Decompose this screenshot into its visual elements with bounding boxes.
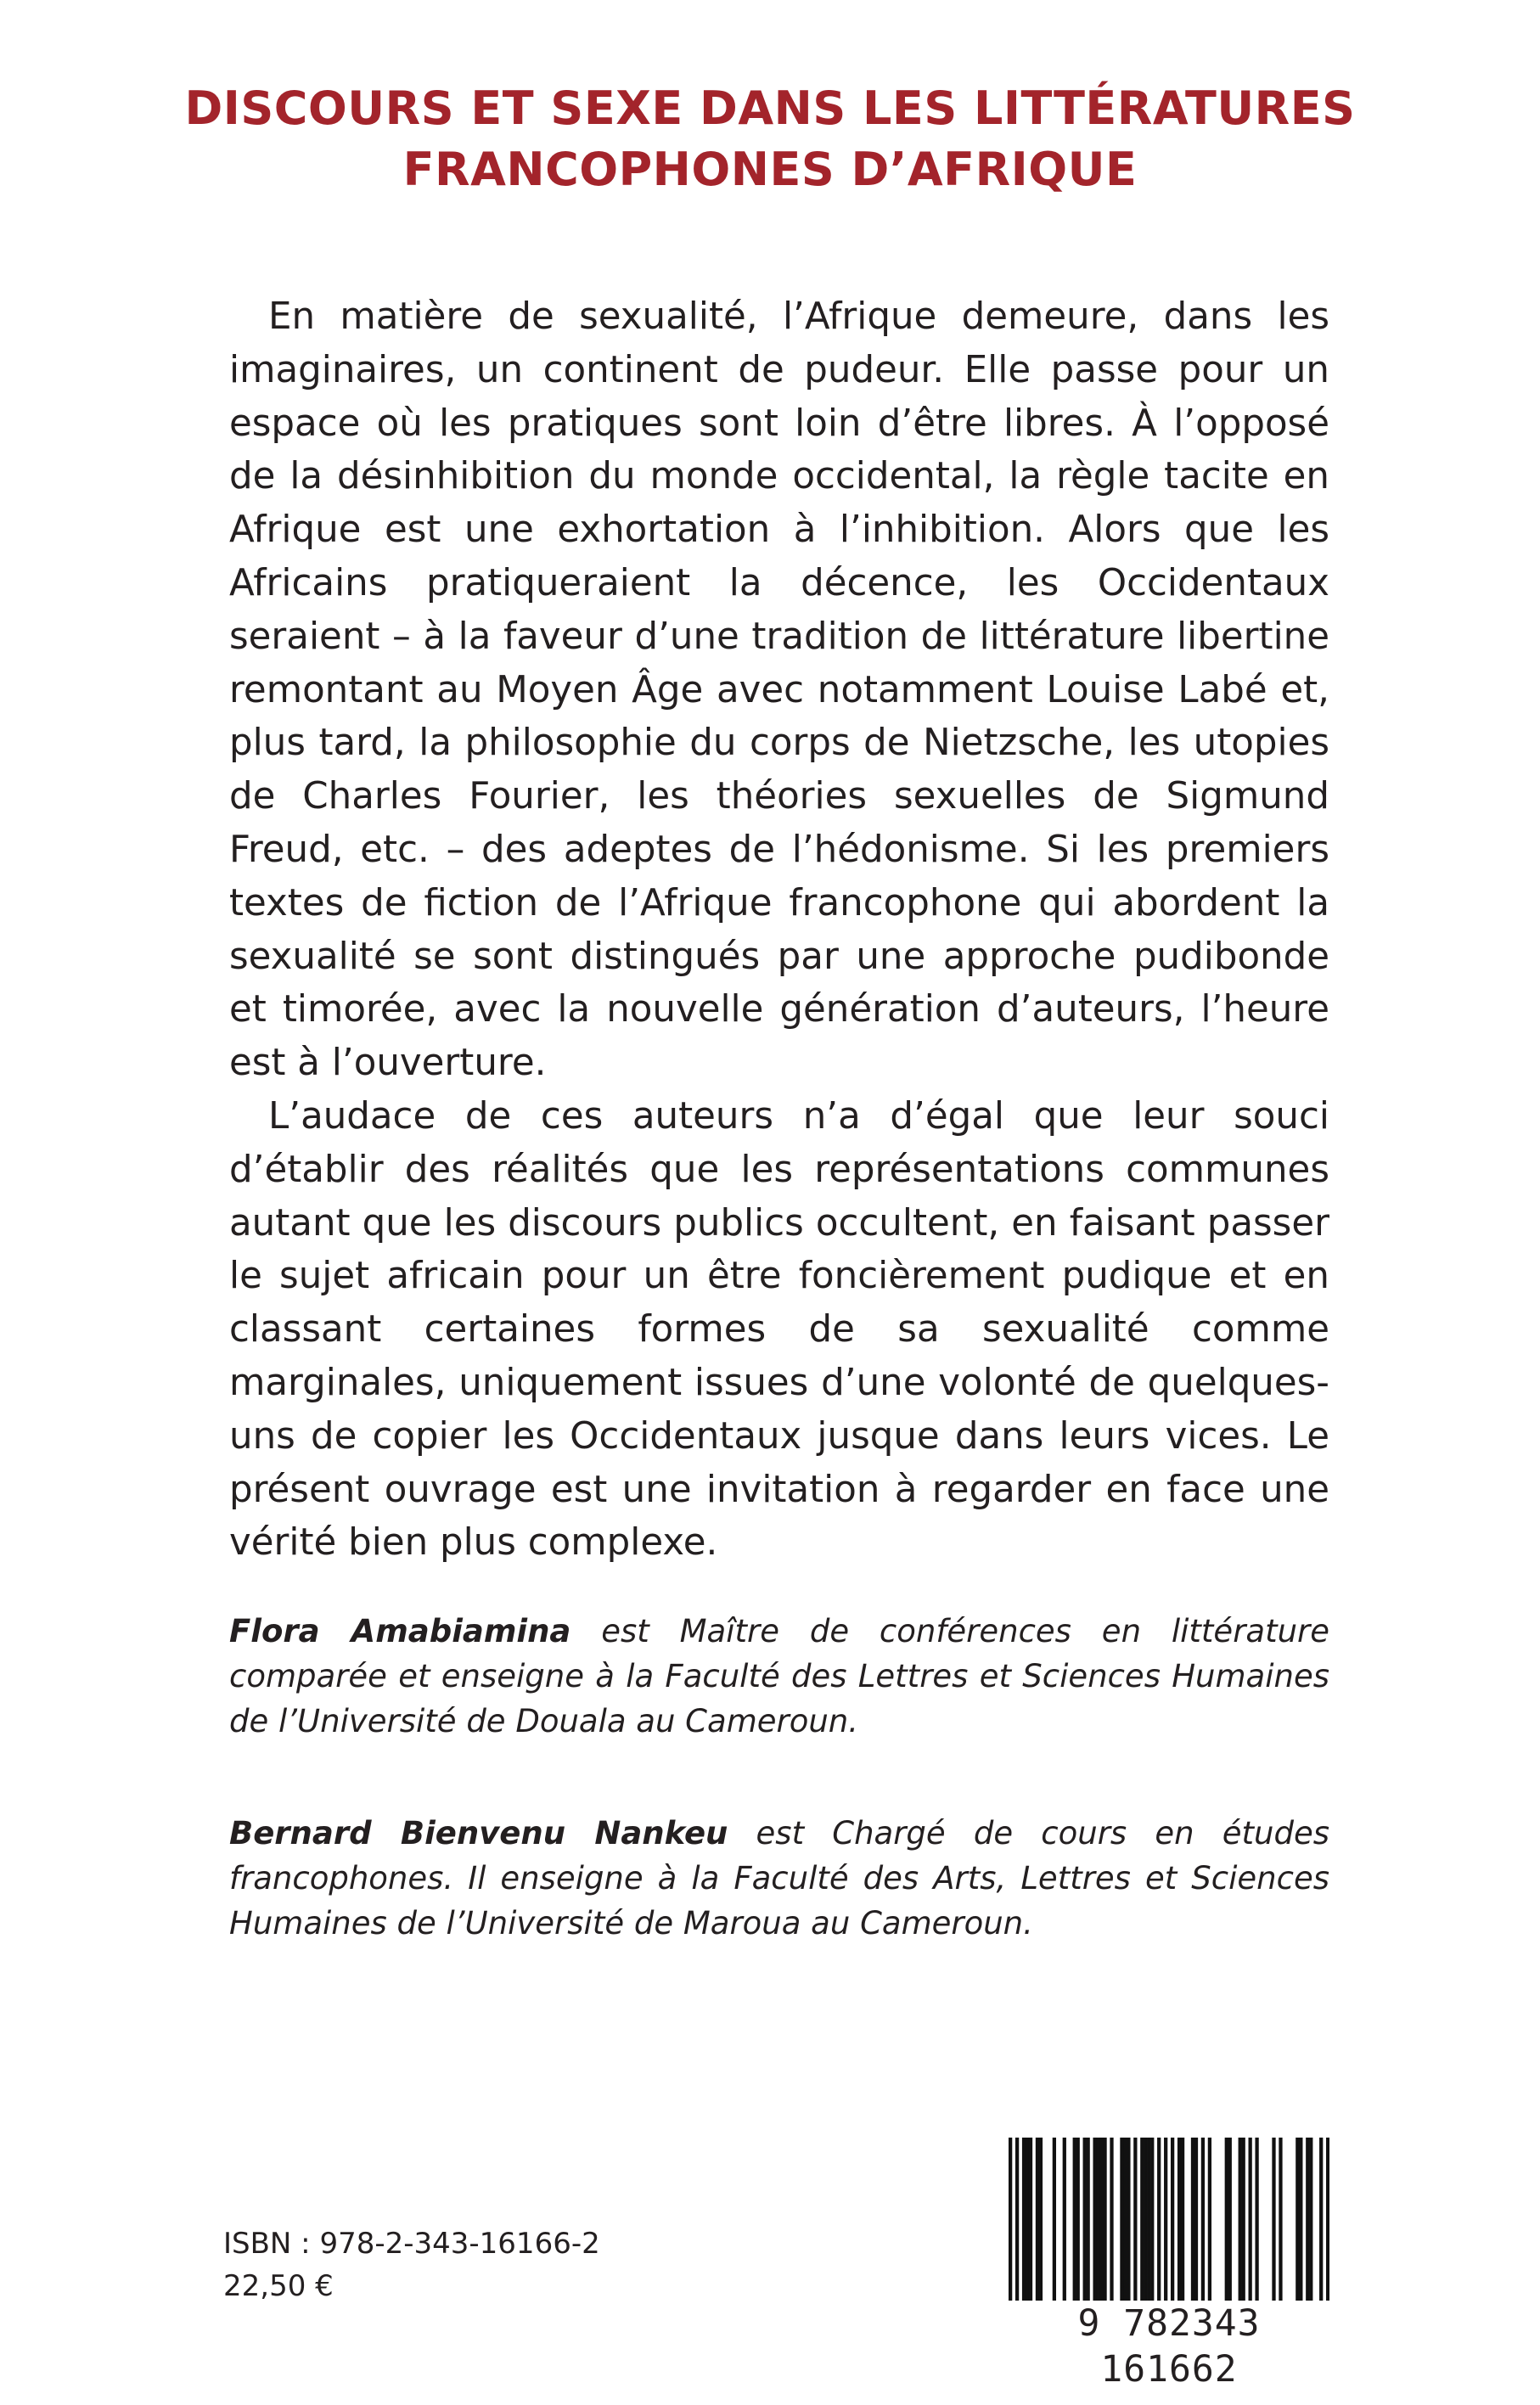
book-title-line-1: DISCOURS ET SEXE DANS LES LITTÉRATURES xyxy=(184,81,1356,135)
barcode-bar xyxy=(1140,2138,1144,2301)
barcode-bars xyxy=(1009,2138,1329,2316)
author-bio-text-1: est Maître de conférences en littérature comparée et enseigne à la Faculté des Lettres et Sciences Humaines de l’Université de Douala au Cameroun. xyxy=(229,1613,1330,1739)
barcode-bar xyxy=(1127,2138,1130,2301)
barcode-bar xyxy=(1191,2138,1194,2301)
barcode-bar xyxy=(1225,2138,1228,2301)
barcode-bar xyxy=(1208,2138,1211,2301)
barcode-bar xyxy=(1309,2138,1312,2301)
book-title xyxy=(0,78,1540,200)
barcode-bar xyxy=(1242,2138,1245,2301)
barcode-bar xyxy=(1319,2138,1323,2316)
barcode-bar xyxy=(1026,2138,1029,2301)
barcode-bar xyxy=(1306,2138,1309,2301)
barcode-bar xyxy=(1228,2138,1232,2301)
barcode-bar xyxy=(1181,2138,1184,2301)
barcode-bar xyxy=(1177,2138,1181,2301)
summary-paragraph-2: L’audace de ces auteurs n’a d’égal que leur souci d’établir des réalités que les représentations communes autant que les discours publics occultent, en faisant passer le sujet africain pour un être foncièrement pudique et en classant certaines formes de sa sexualité comme marginales, uniquement issues d’une volonté de quelques-uns de copier les Occidentaux jusque dans leurs vices. Le présent ouvrage est une invitation à regarder en face une vérité bien plus complexe. xyxy=(229,1094,1329,1565)
barcode-bar xyxy=(1099,2138,1103,2301)
author-name-1: Flora Amabiamina xyxy=(229,1613,571,1649)
barcode-bar xyxy=(1164,2138,1167,2316)
barcode-bar xyxy=(1087,2138,1090,2301)
isbn-price-block xyxy=(223,2222,600,2307)
barcode-bar xyxy=(1096,2138,1099,2301)
author-name-2: Bernard Bienvenu Nankeu xyxy=(229,1815,728,1852)
barcode-bar xyxy=(1022,2138,1026,2301)
barcode-bar xyxy=(1144,2138,1147,2301)
barcode-bar xyxy=(1201,2138,1205,2301)
barcode-bar xyxy=(1171,2138,1174,2316)
barcode-bar xyxy=(1083,2138,1087,2301)
barcode-bar xyxy=(1039,2138,1043,2301)
barcode-bar xyxy=(1076,2138,1080,2301)
price: 22,50 € xyxy=(223,2269,334,2303)
barcode-bar xyxy=(1123,2138,1127,2301)
author-bio-text-2: est Chargé de cours en études francophones. Il enseigne à la Faculté des Arts, Lettres et Sciences Humaines de l’Université de Maroua au Cameroun. xyxy=(229,1815,1329,1941)
author-bio-2 xyxy=(229,1811,1329,1946)
barcode-bar xyxy=(1279,2138,1282,2301)
barcode-bar xyxy=(1009,2138,1012,2316)
barcode-bar xyxy=(1157,2138,1161,2301)
barcode-bar xyxy=(1053,2138,1056,2301)
barcode-bar xyxy=(1103,2138,1106,2301)
barcode-digits: 9 782343 161662 xyxy=(1009,2301,1329,2392)
barcode-bar xyxy=(1150,2138,1154,2301)
barcode-bar xyxy=(1110,2138,1113,2301)
barcode-bar xyxy=(1063,2138,1066,2301)
barcode-bar xyxy=(1326,2138,1329,2316)
barcode-bar xyxy=(1120,2138,1123,2301)
barcode-bar xyxy=(1249,2138,1252,2301)
barcode-bar xyxy=(1296,2138,1299,2301)
barcode-bar xyxy=(1272,2138,1275,2301)
barcode-bar xyxy=(1036,2138,1039,2301)
book-summary xyxy=(229,290,1329,1570)
summary-paragraph-1: En matière de sexualité, l’Afrique demeure, dans les imaginaires, un continent de pudeur. Elle passe pour un espace où les pratiques sont loin d’être libres. À l’opposé de la désinhibition du monde occidental, la règle tacite en Afrique est une exhortation à l’inhibition. Alors que les Africains pratiqueraient la décence, les Occidentaux seraient – à la faveur d’une tradition de littérature libertine remontant au Moyen Âge avec notamment Louise Labé et, plus tard, la philosophie du corps de Nietzsche, les utopies de Charles Fourier, les théories sexuelles de Sigmund Freud, etc. – des adeptes de l’hédonisme. Si les premiers textes de fiction de l’Afrique francophone qui abordent la sexualité se sont distingués par une approche pudibonde et timorée, avec la nouvelle génération d’auteurs, l’heure est à l’ouverture. xyxy=(229,295,1329,1085)
barcode-bar xyxy=(1029,2138,1032,2301)
barcode-bar xyxy=(1093,2138,1096,2301)
barcode-bar xyxy=(1194,2138,1198,2301)
barcode-bar xyxy=(1133,2138,1137,2301)
barcode xyxy=(1009,2138,1329,2391)
book-title-line-2: FRANCOPHONES D’AFRIQUE xyxy=(402,143,1138,196)
isbn-number: ISBN : 978-2-343-16166-2 xyxy=(223,2227,600,2261)
barcode-bar xyxy=(1255,2138,1258,2301)
barcode-bar xyxy=(1147,2138,1150,2301)
barcode-bar xyxy=(1015,2138,1019,2316)
author-bio-1 xyxy=(229,1609,1329,1744)
barcode-bar xyxy=(1239,2138,1242,2301)
barcode-bar xyxy=(1299,2138,1302,2301)
barcode-bar xyxy=(1073,2138,1076,2301)
